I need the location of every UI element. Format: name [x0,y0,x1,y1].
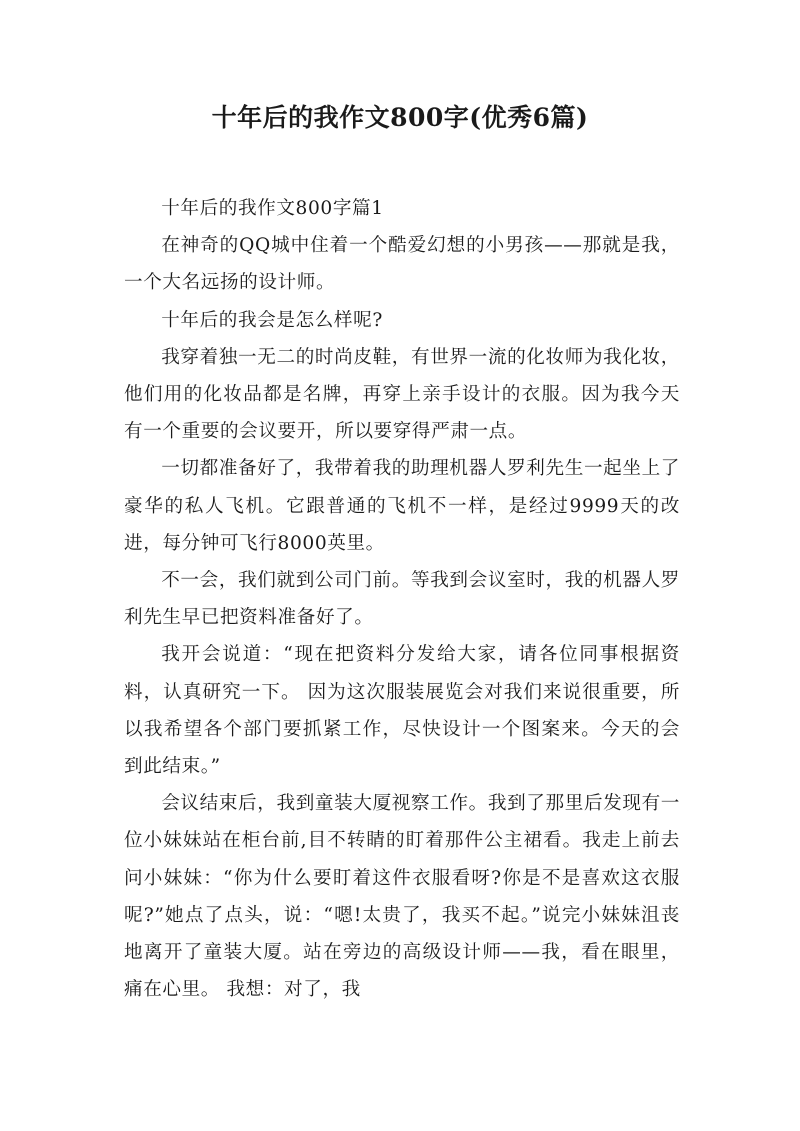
paragraph: 在神奇的QQ城中住着一个酷爱幻想的小男孩——那就是我，一个大名远扬的设计师。 [124,235,680,294]
section-heading: 十年后的我作文800字篇1 [161,198,384,219]
document-body [124,190,680,1008]
paragraph: 十年后的我会是怎么样呢? [161,309,383,331]
paragraph: 我穿着独一无二的时尚皮鞋，有世界一流的化妆师为我化妆，他们用的化妆品都是名牌，再穿上亲手设计的衣服。因为我今天有一个重要的会议要开，所以要穿得严肃一点。 [124,346,680,443]
document-title: 十年后的我作文800字(优秀6篇) [211,103,589,132]
paragraph: 一切都准备好了，我带着我的助理机器人罗利先生一起坐上了豪华的私人飞机。它跟普通的飞机不一样，是经过9999天的改进，每分钟可飞行8000英里。 [124,458,680,554]
paragraph: 会议结束后，我到童装大厦视察工作。我到了那里后发现有一位小妹妹站在柜台前,目不转睛的盯着那件公主裙看。我走上前去问小妹妹：“你为什么要盯着这件衣服看呀?你是不是喜欢这衣服呢?”她点了点头，说：“嗯!太贵了，我买不起。”说完小妹妹沮丧地离开了童装大厦。站在旁边的高级设计师——我，看在眼里，痛在心里。 我想：对了，我 [124,793,680,1001]
paragraph: 不一会，我们就到公司门前。等我到会议室时，我的机器人罗利先生早已把资料准备好了。 [124,570,680,629]
paragraph: 我开会说道：“现在把资料分发给大家，请各位同事根据资料，认真研究一下。 因为这次服装展览会对我们来说很重要，所以我希望各个部门要抓紧工作，尽快设计一个图案来。今天的会到此结束。” [124,644,680,778]
